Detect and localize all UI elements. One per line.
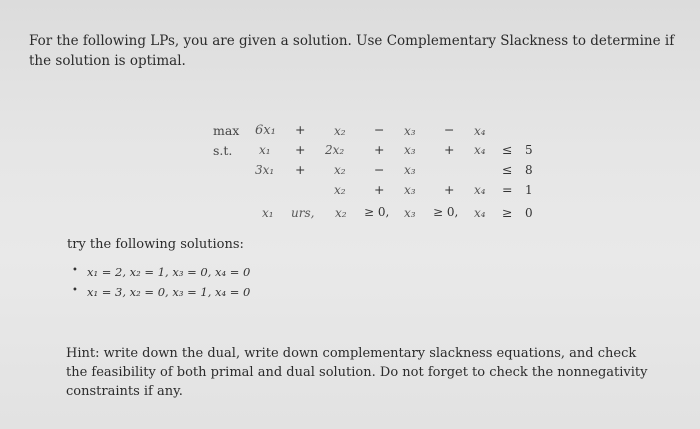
sign-x1: x₁ [262, 206, 274, 220]
sign-x4: x₄ [474, 206, 486, 220]
obj-coef-x4: x₄ [474, 124, 486, 138]
c2-relation: ≤ [502, 162, 513, 177]
c3-op-2: + [374, 182, 385, 197]
solutions-heading: try the following solutions: [67, 237, 244, 252]
solution-item [72, 285, 251, 299]
c1-coef-x3: x₃ [404, 143, 416, 157]
sign-x2: x₂ [335, 206, 347, 220]
st-label: s.t. [213, 143, 233, 158]
obj-op-3: − [444, 122, 455, 137]
c2-op-1: + [295, 162, 306, 177]
sign-x4-rhs: 0 [525, 206, 533, 220]
c1-coef-x1: x₁ [259, 143, 271, 157]
c2-coef-x1: 3x₁ [255, 163, 275, 177]
c1-coef-x4: x₄ [474, 143, 486, 157]
c2-coef-x2: x₂ [334, 163, 346, 177]
c2-coef-x3: x₃ [404, 163, 416, 177]
obj-op-1: + [295, 122, 306, 137]
sign-x3-ge: ≥ 0, [433, 205, 459, 219]
sign-x1-urs: urs, [291, 206, 315, 220]
obj-coef-x3: x₃ [404, 124, 416, 138]
c3-relation: = [502, 182, 513, 197]
sign-x3: x₃ [404, 206, 416, 220]
c1-relation: ≤ [502, 142, 513, 157]
hint-text: Hint: write down the dual, write down complementary slackness equations, and check the feasibility of both primal and dual solution. Do not forget to check the nonnegativity constraints if any. [66, 346, 648, 399]
solution-text: x₁ = 3, x₂ = 0, x₃ = 1, x₄ = 0 [87, 285, 251, 299]
sign-x2-ge: ≥ 0, [364, 205, 390, 219]
c1-op-2: + [374, 142, 385, 157]
bullet-icon: • [72, 265, 78, 276]
c3-coef-x3: x₃ [404, 183, 416, 197]
c1-coef-x2: 2x₂ [325, 143, 345, 157]
c2-rhs: 8 [525, 163, 533, 177]
sign-x4-ge: ≥ [502, 205, 513, 220]
obj-coef-x2: x₂ [334, 124, 346, 138]
obj-coef-x1: 6x₁ [255, 123, 276, 138]
solution-item [72, 265, 251, 279]
c1-rhs: 5 [525, 143, 533, 157]
obj-op-2: − [374, 122, 385, 137]
c3-coef-x4: x₄ [474, 183, 486, 197]
max-label: max [213, 123, 240, 138]
problem-statement: For the following LPs, you are given a solution. Use Complementary Slackness to determine if the solution is optimal. [29, 33, 675, 69]
solution-text: x₁ = 2, x₂ = 1, x₃ = 0, x₄ = 0 [87, 265, 251, 279]
c2-op-2: − [374, 162, 385, 177]
bullet-icon: • [72, 285, 78, 296]
c3-rhs: 1 [525, 183, 533, 197]
c3-op-3: + [444, 182, 455, 197]
c1-op-3: + [444, 142, 455, 157]
c1-op-1: + [295, 142, 306, 157]
c3-coef-x2: x₂ [334, 183, 346, 197]
